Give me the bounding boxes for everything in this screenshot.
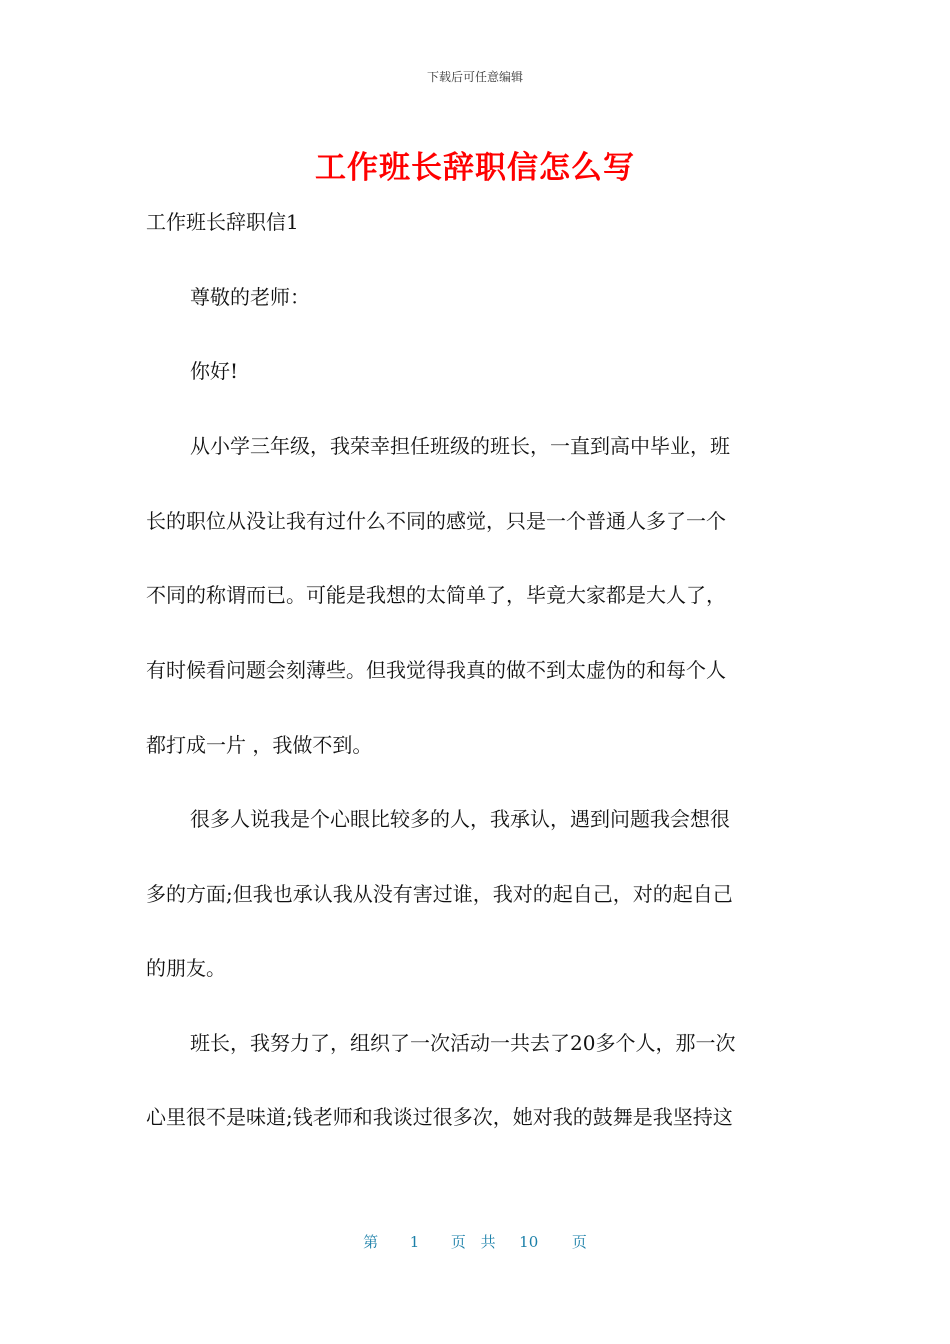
footer-total-label: 页 共 (450, 1233, 496, 1251)
paragraph-2-line-2: 多的方面;但我也承认我从没有害过谁，我对的起自己，对的起自己 (146, 882, 733, 906)
document-title: 工作班长辞职信怎么写 (315, 150, 635, 186)
section-heading: 工作班长辞职信1 (146, 210, 299, 234)
page-footer (0, 1231, 950, 1252)
footer-page-suffix: 页 (571, 1233, 587, 1251)
paragraph-3-line-2: 心里很不是味道;钱老师和我谈过很多次，她对我的鼓舞是我坚持这 (146, 1105, 733, 1129)
paragraph-1-line-1: 从小学三年级，我荣幸担任班级的班长，一直到高中毕业，班 (190, 434, 730, 458)
paragraph-2-line-3: 的朋友。 (146, 956, 226, 980)
greeting-line: 你好! (190, 359, 239, 383)
paragraph-1-line-4: 有时候看问题会刻薄些。但我觉得我真的做不到太虚伪的和每个人 (146, 658, 726, 682)
paragraph-2-line-1: 很多人说我是个心眼比较多的人，我承认，遇到问题我会想很 (190, 807, 730, 831)
footer-total-pages: 10 (519, 1233, 539, 1251)
paragraph-1-line-5: 都打成一片 ，我做不到。 (146, 733, 373, 757)
salutation-line: 尊敬的老师： (190, 285, 310, 309)
paragraph-1-line-2: 长的职位从没让我有过什么不同的感觉，只是一个普通人多了一个 (146, 509, 726, 533)
paragraph-3-line-1: 班长，我努力了，组织了一次活动一共去了20多个人，那一次 (190, 1031, 736, 1055)
footer-page-label: 第 (363, 1233, 379, 1251)
header-note: 下载后可任意编辑 (426, 70, 523, 84)
footer-current-page: 1 (409, 1233, 420, 1251)
paragraph-1-line-3: 不同的称谓而已。可能是我想的太简单了，毕竟大家都是大人了， (146, 583, 726, 607)
